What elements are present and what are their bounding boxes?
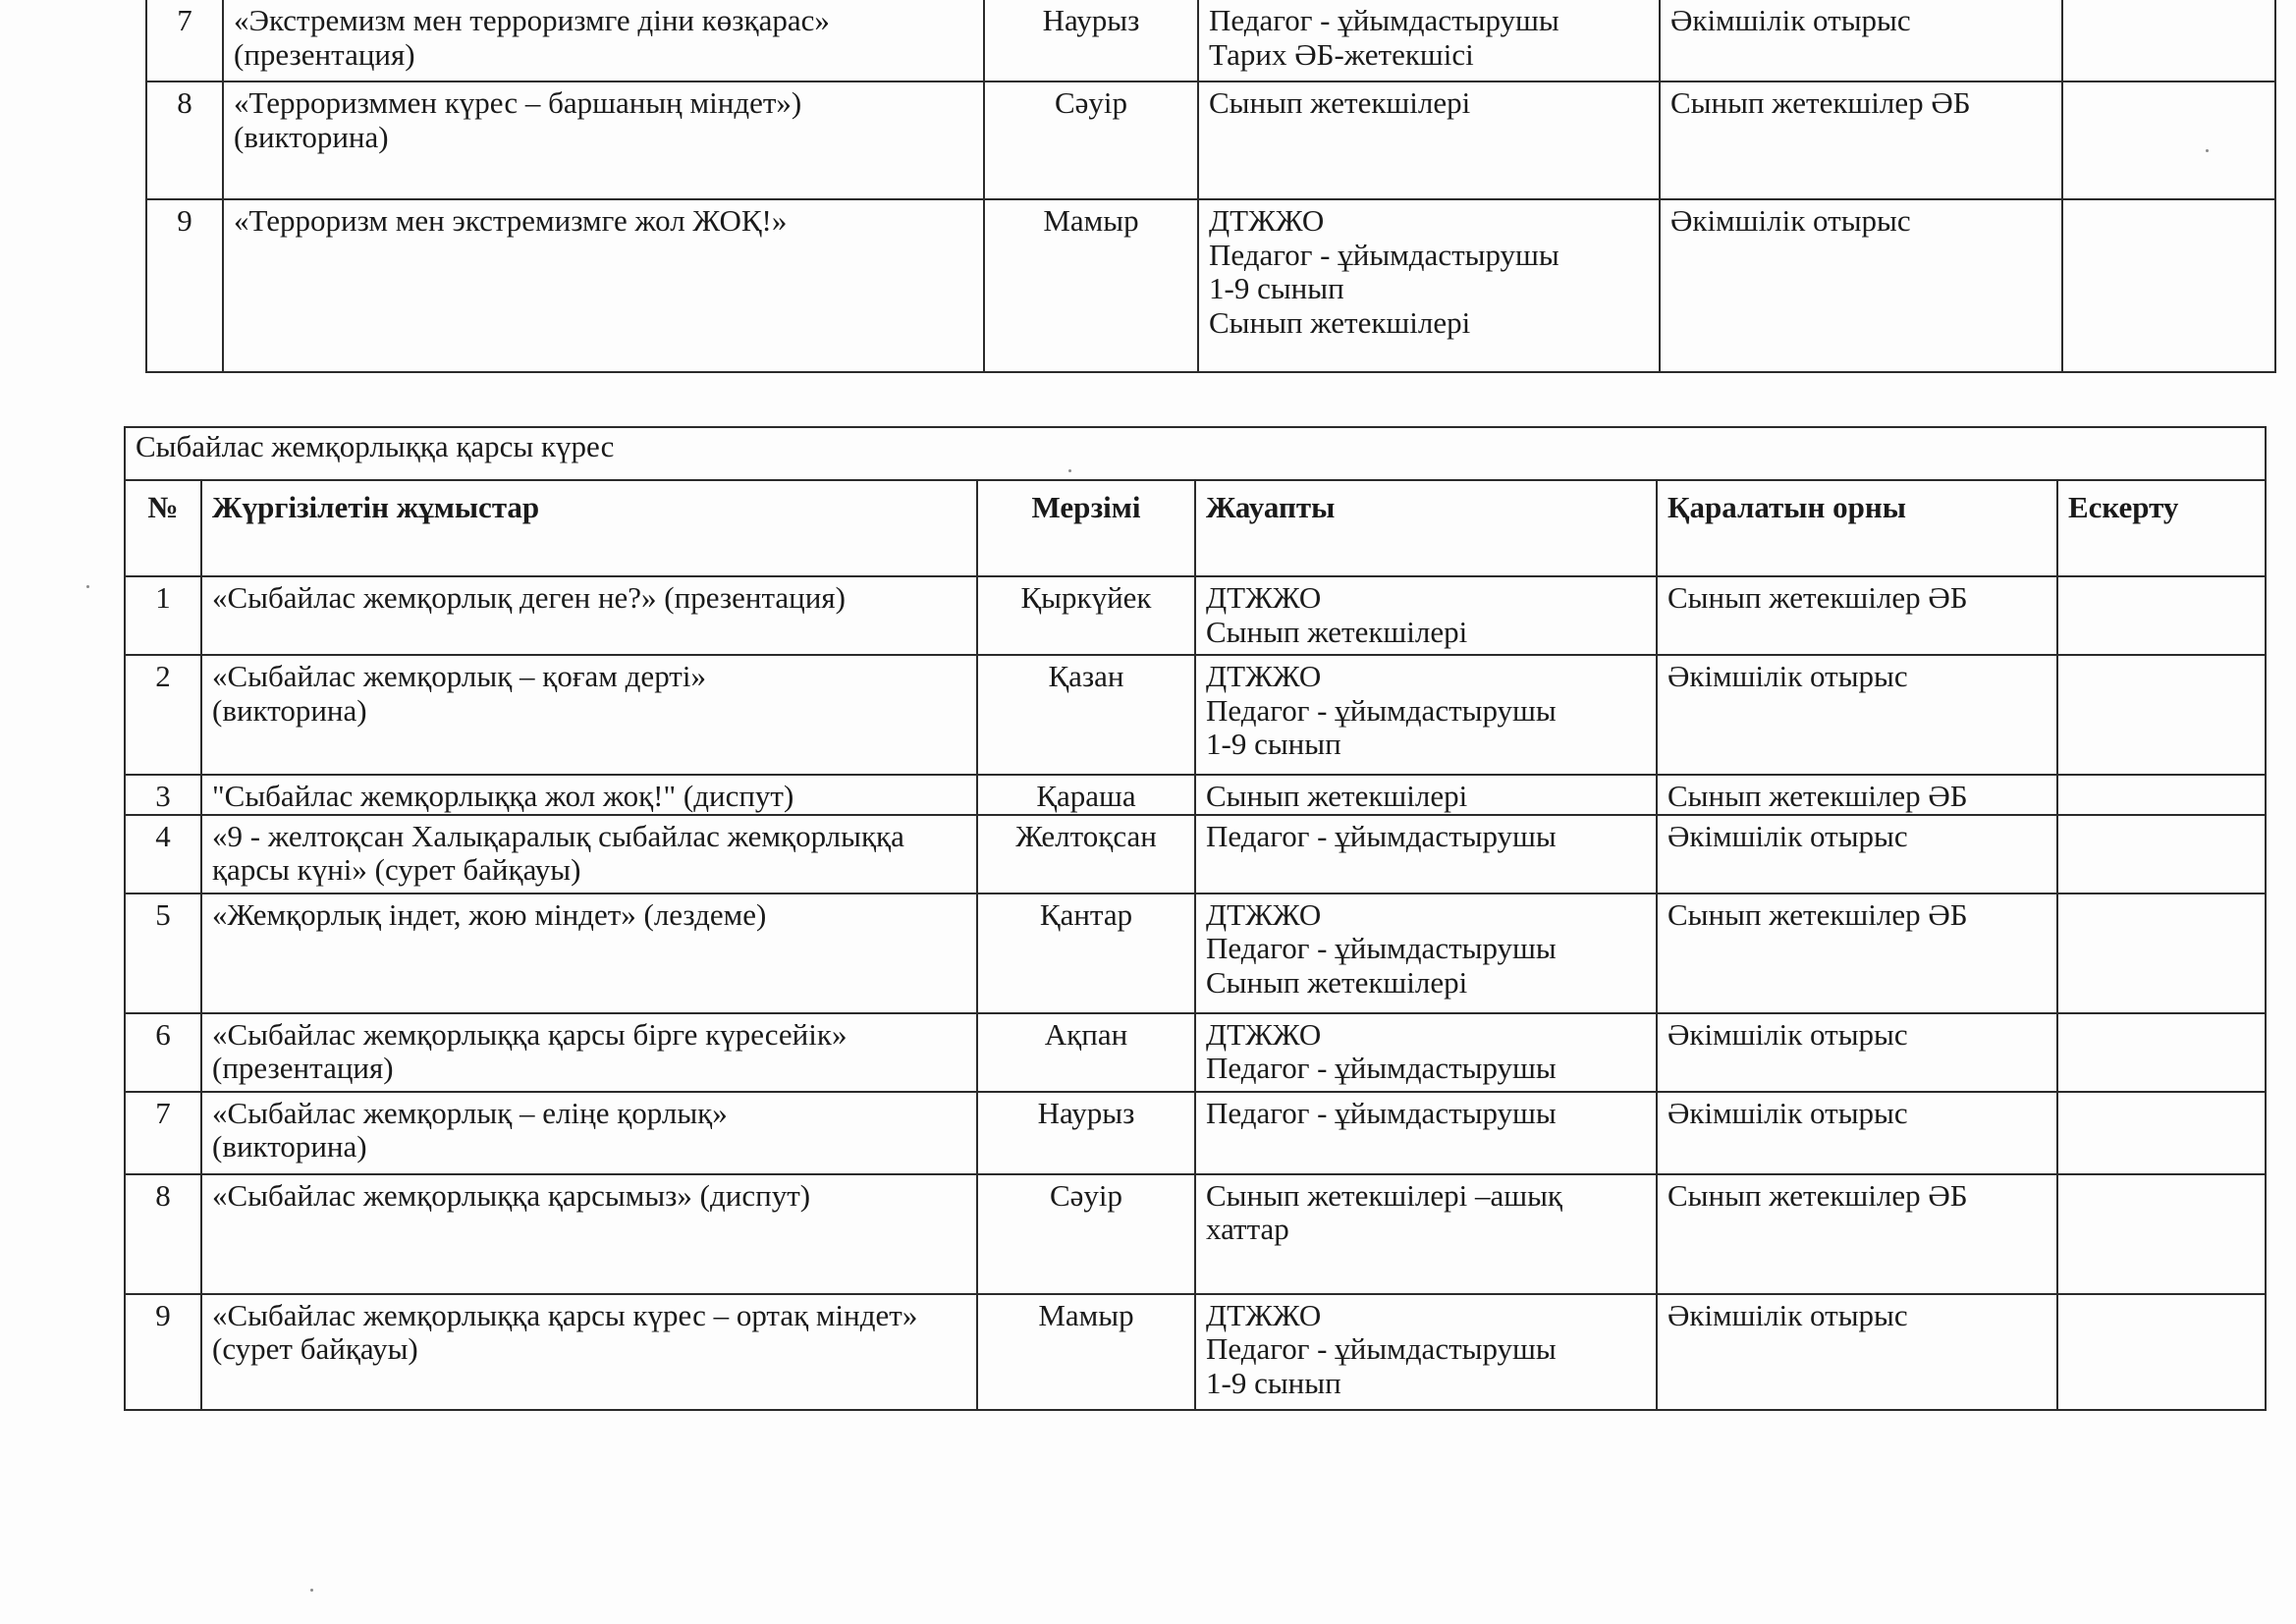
deadline-month: Қараша xyxy=(977,775,1195,815)
scan-speck xyxy=(86,585,89,588)
note-cell xyxy=(2057,1174,2266,1294)
deadline-month: Қыркүйек xyxy=(977,576,1195,655)
responsible-person: Сынып жетекшілері xyxy=(1198,81,1660,199)
note-cell xyxy=(2057,655,2266,775)
note-cell xyxy=(2057,775,2266,815)
review-place: Сынып жетекшілер ӘБ xyxy=(1657,1174,2057,1294)
note-cell xyxy=(2062,81,2275,199)
section-title-row xyxy=(125,427,2266,480)
responsible-person: Педагог - ұйымдастырушы xyxy=(1195,1092,1657,1174)
responsible-person: ДТЖЖО Педагог - ұйымдастырушы xyxy=(1195,1013,1657,1092)
table-row xyxy=(146,199,2275,372)
activity-title: «Сыбайлас жемқорлық – еліңе қорлық» (викторина) xyxy=(201,1092,977,1174)
activity-title: «Сыбайлас жемқорлыққа қарсы бірге күресейік» (презентация) xyxy=(201,1013,977,1092)
table-row xyxy=(146,0,2275,81)
review-place: Сынып жетекшілер ӘБ xyxy=(1657,775,2057,815)
activity-title: «Терроризммен күрес – баршаның міндет») (викторина) xyxy=(223,81,984,199)
responsible-person: Педагог - ұйымдастырушы Тарих ӘБ-жетекшісі xyxy=(1198,0,1660,81)
table-row xyxy=(125,775,2266,815)
deadline-month: Наурыз xyxy=(984,0,1198,81)
table-row xyxy=(125,576,2266,655)
header-number: № xyxy=(125,480,201,576)
deadline-month: Мамыр xyxy=(984,199,1198,372)
note-cell xyxy=(2057,576,2266,655)
header-row xyxy=(125,480,2266,576)
responsible-person: ДТЖЖО Педагог - ұйымдастырушы Сынып жетекшілері xyxy=(1195,893,1657,1013)
table-row xyxy=(146,81,2275,199)
review-place: Әкімшілік отырыс xyxy=(1657,1294,2057,1410)
note-cell xyxy=(2062,199,2275,372)
anti-corruption-table xyxy=(124,426,2267,1411)
header-responsible: Жауапты xyxy=(1195,480,1657,576)
row-number: 9 xyxy=(146,199,223,372)
scan-speck xyxy=(1068,469,1071,472)
table-row xyxy=(125,1174,2266,1294)
review-place: Сынып жетекшілер ӘБ xyxy=(1660,81,2062,199)
scan-speck xyxy=(2206,149,2209,152)
deadline-month: Мамыр xyxy=(977,1294,1195,1410)
review-place: Әкімшілік отырыс xyxy=(1657,655,2057,775)
responsible-person: Педагог - ұйымдастырушы xyxy=(1195,815,1657,893)
header-review-place: Қаралатын орны xyxy=(1657,480,2057,576)
header-activities: Жүргізілетін жұмыстар xyxy=(201,480,977,576)
deadline-month: Сәуір xyxy=(984,81,1198,199)
table-row xyxy=(125,1013,2266,1092)
review-place: Әкімшілік отырыс xyxy=(1657,815,2057,893)
note-cell xyxy=(2057,1294,2266,1410)
table-row xyxy=(125,655,2266,775)
row-number: 8 xyxy=(146,81,223,199)
scan-speck xyxy=(310,1589,313,1592)
table-row xyxy=(125,893,2266,1013)
responsible-person: ДТЖЖО Педагог - ұйымдастырушы 1-9 сынып xyxy=(1195,655,1657,775)
table-row xyxy=(125,1092,2266,1174)
activity-title: «Сыбайлас жемқорлыққа қарсымыз» (диспут) xyxy=(201,1174,977,1294)
responsible-person: ДТЖЖО Сынып жетекшілері xyxy=(1195,576,1657,655)
deadline-month: Ақпан xyxy=(977,1013,1195,1092)
activity-title: «Терроризм мен экстремизмге жол ЖОҚ!» xyxy=(223,199,984,372)
header-deadline: Мерзімі xyxy=(977,480,1195,576)
section-title: Сыбайлас жемқорлыққа қарсы күрес xyxy=(125,427,2266,480)
row-number: 2 xyxy=(125,655,201,775)
row-number: 1 xyxy=(125,576,201,655)
header-note: Ескерту xyxy=(2057,480,2266,576)
row-number: 3 xyxy=(125,775,201,815)
row-number: 4 xyxy=(125,815,201,893)
review-place: Әкімшілік отырыс xyxy=(1657,1013,2057,1092)
review-place: Сынып жетекшілер ӘБ xyxy=(1657,576,2057,655)
activity-title: «9 - желтоқсан Халықаралық сыбайлас жемқорлыққа қарсы күні» (сурет байқауы) xyxy=(201,815,977,893)
row-number: 5 xyxy=(125,893,201,1013)
row-number: 7 xyxy=(146,0,223,81)
note-cell xyxy=(2057,893,2266,1013)
review-place: Сынып жетекшілер ӘБ xyxy=(1657,893,2057,1013)
deadline-month: Желтоқсан xyxy=(977,815,1195,893)
deadline-month: Қазан xyxy=(977,655,1195,775)
deadline-month: Қантар xyxy=(977,893,1195,1013)
activity-title: "Сыбайлас жемқорлыққа жол жоқ!" (диспут) xyxy=(201,775,977,815)
deadline-month: Сәуір xyxy=(977,1174,1195,1294)
review-place: Әкімшілік отырыс xyxy=(1660,199,2062,372)
responsible-person: ДТЖЖО Педагог - ұйымдастырушы 1-9 сынып Сынып жетекшілері xyxy=(1198,199,1660,372)
row-number: 9 xyxy=(125,1294,201,1410)
activity-title: «Экстремизм мен терроризмге діни көзқарас» (презентация) xyxy=(223,0,984,81)
note-cell xyxy=(2057,1013,2266,1092)
deadline-month: Наурыз xyxy=(977,1092,1195,1174)
row-number: 6 xyxy=(125,1013,201,1092)
activity-title: «Жемқорлық індет, жою міндет» (лездеме) xyxy=(201,893,977,1013)
table-row xyxy=(125,815,2266,893)
note-cell xyxy=(2057,1092,2266,1174)
row-number: 8 xyxy=(125,1174,201,1294)
responsible-person: ДТЖЖО Педагог - ұйымдастырушы 1-9 сынып xyxy=(1195,1294,1657,1410)
responsible-person: Сынып жетекшілері xyxy=(1195,775,1657,815)
previous-section-table xyxy=(145,0,2276,373)
review-place: Әкімшілік отырыс xyxy=(1657,1092,2057,1174)
note-cell xyxy=(2062,0,2275,81)
row-number: 7 xyxy=(125,1092,201,1174)
activity-title: «Сыбайлас жемқорлық деген не?» (презентация) xyxy=(201,576,977,655)
responsible-person: Сынып жетекшілері –ашық хаттар xyxy=(1195,1174,1657,1294)
review-place: Әкімшілік отырыс xyxy=(1660,0,2062,81)
activity-title: «Сыбайлас жемқорлық – қоғам дерті» (викторина) xyxy=(201,655,977,775)
table-row xyxy=(125,1294,2266,1410)
activity-title: «Сыбайлас жемқорлыққа қарсы күрес – ортақ міндет» (сурет байқауы) xyxy=(201,1294,977,1410)
note-cell xyxy=(2057,815,2266,893)
